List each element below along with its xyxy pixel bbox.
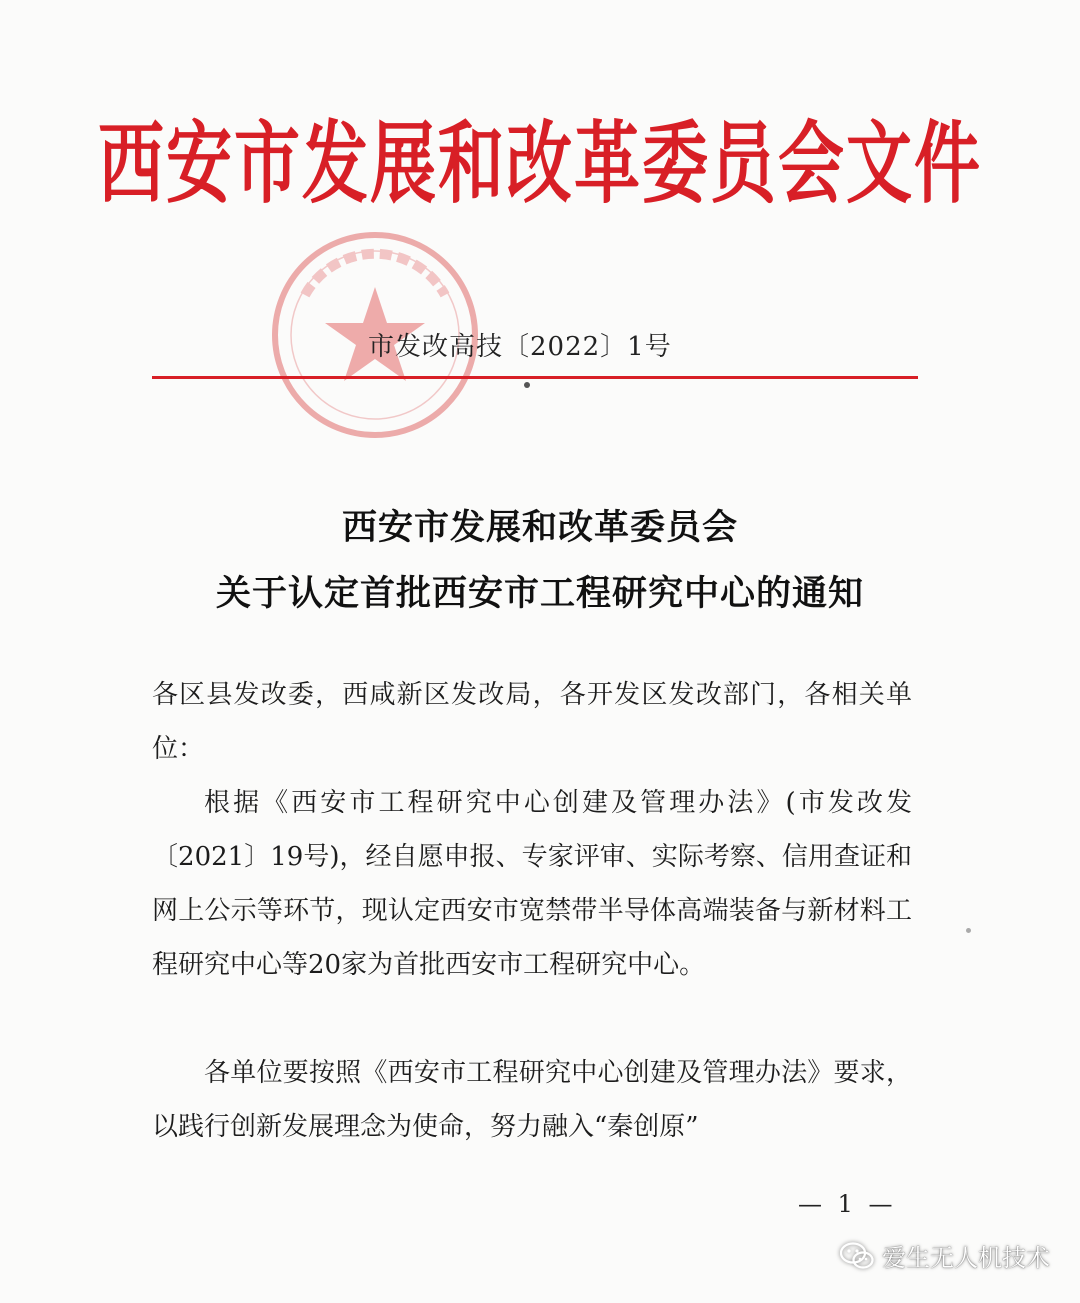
header-divider bbox=[152, 376, 918, 379]
body-paragraph-2: 各单位要按照《西安市工程研究中心创建及管理办法》要求，以践行创新发展理念为使命，努力融入“秦创原” bbox=[152, 1058, 912, 1142]
divider-dot bbox=[524, 382, 530, 388]
notice-body bbox=[152, 668, 912, 1188]
scan-speck bbox=[966, 928, 971, 933]
salutation: 各区县发改委，西咸新区发改局，各开发区发改部门，各相关单位： bbox=[152, 680, 912, 764]
wechat-watermark bbox=[840, 1238, 1050, 1273]
document-header-title: 西安市发展和改革委员会文件 bbox=[98, 110, 982, 217]
watermark-text: 爱生无人机技术 bbox=[882, 1244, 1050, 1272]
body-paragraph-1: 根据《西安市工程研究中心创建及管理办法》(市发改发〔2021〕19号)，经自愿申报、专家评审、实际考察、信用查证和网上公示等环节，现认定西安市宽禁带半导体高端装备与新材料工程研究中心等20家为首批西安市工程研究中心。 bbox=[152, 788, 912, 980]
notice-title-line-2: 关于认定首批西安市工程研究中心的通知 bbox=[215, 573, 864, 614]
notice-title-line-1: 西安市发展和改革委员会 bbox=[341, 507, 738, 548]
wechat-icon bbox=[840, 1242, 874, 1270]
page-number: — 1 — bbox=[798, 1190, 897, 1218]
document-number: 市发改高技〔2022〕1号 bbox=[368, 332, 672, 362]
